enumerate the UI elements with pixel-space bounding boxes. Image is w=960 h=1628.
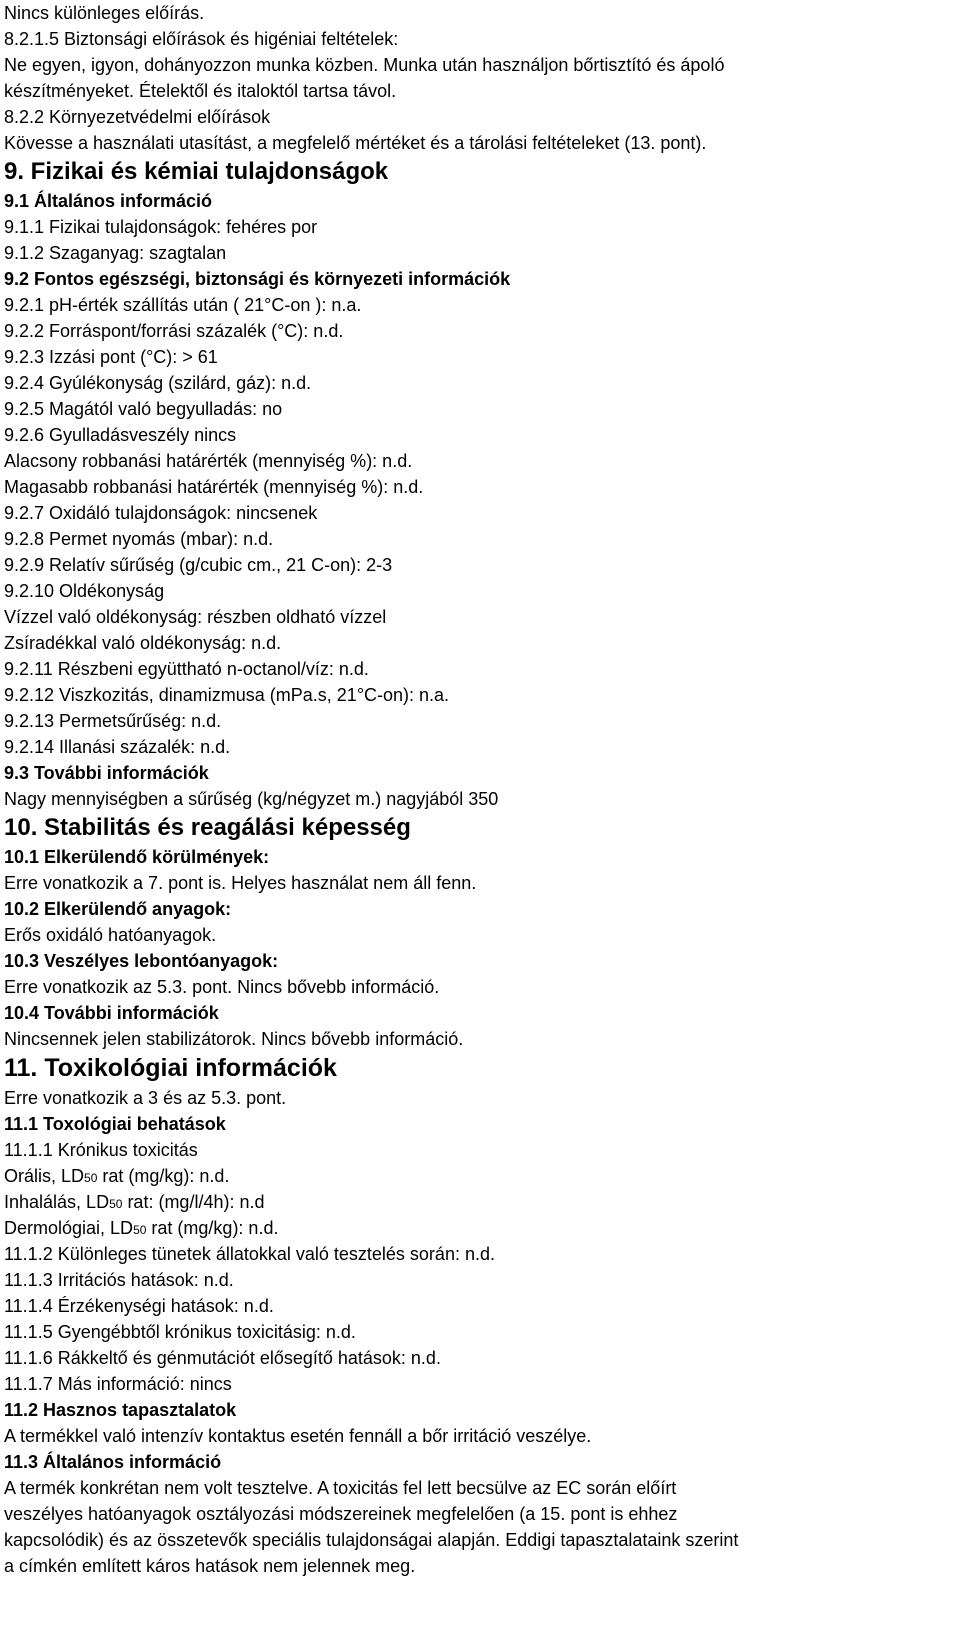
text-line: 9.1.2 Szaganyag: szagtalan <box>4 243 227 263</box>
ld50-subscript: 50 <box>84 1171 98 1185</box>
text-line: 11.1.3 Irritációs hatások: n.d. <box>4 1270 234 1290</box>
text-line: Nagy mennyiségben a sűrűség (kg/négyzet m.) nagyjából 350 <box>4 789 499 809</box>
ld50-value: rat (mg/kg): n.d. <box>97 1166 230 1186</box>
text-line: 9.2.11 Részbeni együttható n-octanol/víz: n.d. <box>4 659 369 679</box>
text-line: 11.1.4 Érzékenységi hatások: n.d. <box>4 1296 274 1316</box>
text-line: Kövesse a használati utasítást, a megfelelő mértéket és a tárolási feltételeket (13. pont). <box>4 133 707 153</box>
subsection-heading: 9.2 Fontos egészségi, biztonsági és környezeti információk <box>4 269 511 289</box>
ld50-label: Dermológiai, LD <box>4 1218 134 1238</box>
ld50-line <box>4 1163 954 1189</box>
text-line: 11.1.7 Más információ: nincs <box>4 1374 232 1394</box>
text-line: kapcsolódik) és az összetevők speciális tulajdonságai alapján. Eddigi tapasztalataink szerint <box>4 1530 739 1550</box>
text-line: Zsíradékkal való oldékonyság: n.d. <box>4 633 282 653</box>
text-line: 11.1.5 Gyengébbtől krónikus toxicitásig: n.d. <box>4 1322 356 1342</box>
section-heading-10: 10. Stabilitás és reagálási képesség <box>4 814 411 841</box>
text-line: Erre vonatkozik a 3 és az 5.3. pont. <box>4 1088 287 1108</box>
text-line: 9.1.1 Fizikai tulajdonságok: fehéres por <box>4 217 318 237</box>
text-line: 9.2.14 Illanási százalék: n.d. <box>4 737 231 757</box>
text-line: 9.2.10 Oldékonyság <box>4 581 165 601</box>
subsection-heading: 8.2.1.5 Biztonsági előírások és higéniai feltételek: <box>4 29 399 49</box>
text-line: 9.2.13 Permetsűrűség: n.d. <box>4 711 222 731</box>
subsection-heading: 11.1 Toxológiai behatások <box>4 1114 226 1134</box>
subsection-heading: 9.3 További információk <box>4 763 209 783</box>
text-line: Vízzel való oldékonyság: részben oldható vízzel <box>4 607 387 627</box>
text-line: Erre vonatkozik az 5.3. pont. Nincs bővebb információ. <box>4 977 440 997</box>
text-line: 9.2.3 Izzási pont (°C): > 61 <box>4 347 218 367</box>
section-heading-11: 11. Toxikológiai információk <box>4 1054 337 1082</box>
text-line: Alacsony robbanási határérték (mennyiség %): n.d. <box>4 451 413 471</box>
text-line: 9.2.4 Gyúlékonyság (szilárd, gáz): n.d. <box>4 373 312 393</box>
subsection-heading: 11.3 Általános információ <box>4 1452 222 1472</box>
text-line: 11.1.1 Krónikus toxicitás <box>4 1140 198 1160</box>
ld50-subscript: 50 <box>109 1197 123 1211</box>
ld50-value: rat: (mg/l/4h): n.d <box>122 1192 265 1212</box>
text-line: 9.2.1 pH-érték szállítás után ( 21°C-on ): n.a. <box>4 295 362 315</box>
text-line: Nincs különleges előírás. <box>4 3 205 23</box>
text-line: 9.2.5 Magától való begyulladás: no <box>4 399 283 419</box>
ld50-line <box>4 1189 954 1215</box>
subsection-heading: 10.3 Veszélyes lebontóanyagok: <box>4 951 279 971</box>
text-line: 9.2.12 Viszkozitás, dinamizmusa (mPa.s, 21°C-on): n.a. <box>4 685 450 705</box>
ld50-line <box>4 1215 954 1241</box>
document-page <box>4 0 954 1579</box>
subsection-heading: 8.2.2 Környezetvédelmi előírások <box>4 107 271 127</box>
text-line: 9.2.9 Relatív sűrűség (g/cubic cm., 21 C-on): 2-3 <box>4 555 393 575</box>
subsection-heading: 10.2 Elkerülendő anyagok: <box>4 899 232 919</box>
subsection-heading: 10.4 További információk <box>4 1003 219 1023</box>
text-line: 9.2.6 Gyulladásveszély nincs <box>4 425 237 445</box>
subsection-heading: 9.1 Általános információ <box>4 191 213 211</box>
text-line: veszélyes hatóanyagok osztályozási módszereinek megfelelően (a 15. pont is ehhez <box>4 1504 678 1524</box>
text-line: Erős oxidáló hatóanyagok. <box>4 925 217 945</box>
text-line: a címkén említett káros hatások nem jelennek meg. <box>4 1556 416 1576</box>
text-line: Nincsennek jelen stabilizátorok. Nincs bővebb információ. <box>4 1029 464 1049</box>
ld50-value: rat (mg/kg): n.d. <box>146 1218 279 1238</box>
text-line: 11.1.6 Rákkeltő és génmutációt elősegítő hatások: n.d. <box>4 1348 441 1368</box>
subsection-heading: 10.1 Elkerülendő körülmények: <box>4 847 270 867</box>
text-line: 9.2.2 Forráspont/forrási százalék (°C): n.d. <box>4 321 344 341</box>
section-heading-9: 9. Fizikai és kémiai tulajdonságok <box>4 158 389 185</box>
ld50-label: Orális, LD <box>4 1166 85 1186</box>
ld50-subscript: 50 <box>133 1223 147 1237</box>
text-line: A termékkel való intenzív kontaktus esetén fennáll a bőr irritáció veszélye. <box>4 1426 592 1446</box>
text-line: Magasabb robbanási határérték (mennyiség %): n.d. <box>4 477 424 497</box>
subsection-heading: 11.2 Hasznos tapasztalatok <box>4 1400 237 1420</box>
text-line: A termék konkrétan nem volt tesztelve. A toxicitás fel lett becsülve az EC során előírt <box>4 1478 677 1498</box>
ld50-label: Inhalálás, LD <box>4 1192 110 1212</box>
text-line: 11.1.2 Különleges tünetek állatokkal való tesztelés során: n.d. <box>4 1244 495 1264</box>
text-line: 9.2.8 Permet nyomás (mbar): n.d. <box>4 529 274 549</box>
text-line: készítményeket. Ételektől és italoktól tartsa távol. <box>4 81 397 101</box>
text-line: Erre vonatkozik a 7. pont is. Helyes használat nem áll fenn. <box>4 873 477 893</box>
text-line: 9.2.7 Oxidáló tulajdonságok: nincsenek <box>4 503 318 523</box>
text-line: Ne egyen, igyon, dohányozzon munka közben. Munka után használjon bőrtisztító és ápoló <box>4 55 725 75</box>
